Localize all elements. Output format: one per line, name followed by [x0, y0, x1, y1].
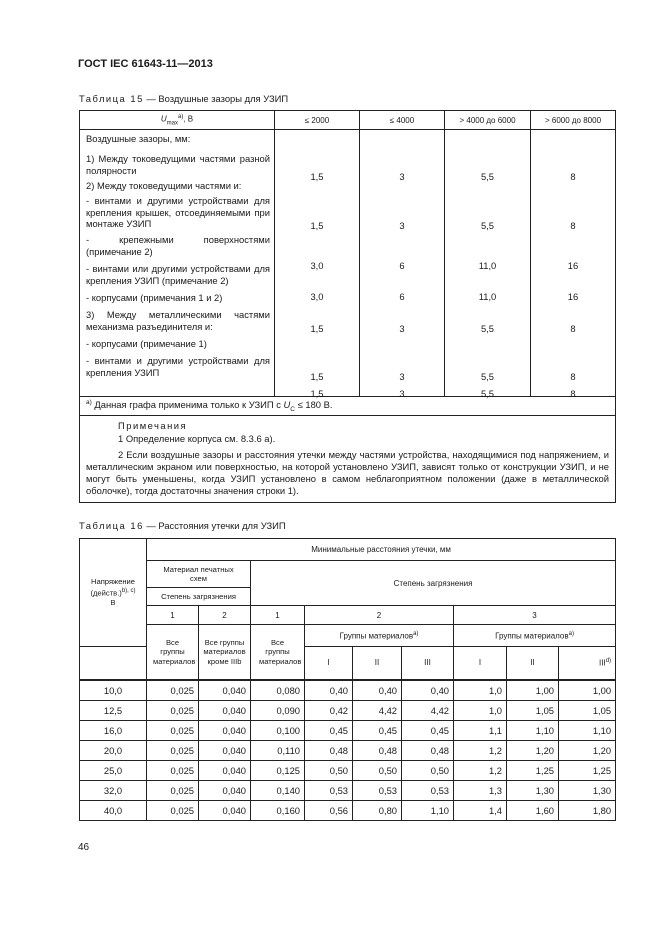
table16-degree: 2	[305, 606, 454, 625]
table15-header-col: > 4000 до 6000	[445, 111, 531, 130]
table15-row-label: - винтами или другими устройствами для крепления УЗИП (примечание 2)	[86, 263, 270, 286]
table16-value-cell: 0,025	[147, 720, 199, 740]
table15-row-label: 1) Между токоведущими частями разной полярности	[86, 153, 270, 176]
table15-cell: 5,5	[480, 220, 495, 231]
table16-caption	[79, 520, 286, 531]
table16-value-cell: 0,080	[251, 680, 305, 701]
table15-caption-label: Таблица 15	[79, 93, 144, 104]
table16-value-cell: 0,040	[199, 700, 251, 720]
table15-cell: 8	[570, 171, 576, 182]
note-2: 2 Если воздушные зазоры и расстояния утечки между частями устройства, находящимися под напряжением, и металлическим экраном или поверхностью, на которой установлено УЗИП, зависят только от конструкции УЗИП, и не могут быть уменьшены, когда УЗИП установлено в самом неблагоприятном положении (даже в металлической оболочке), тогда достаточны значения строки 1).	[86, 449, 609, 496]
table16-header-row-2	[80, 561, 616, 588]
table16-value-cell: 0,040	[199, 720, 251, 740]
table16-value-cell: 0,50	[353, 760, 402, 780]
table16-value-cell: 0,45	[353, 720, 402, 740]
table15-cell: 8	[570, 371, 576, 382]
table16-value-cell: 4,42	[353, 700, 402, 720]
table16-voltage-cell: 20,0	[80, 740, 147, 760]
table16-value-cell: 0,40	[305, 680, 353, 701]
table16-value-cell: 0,45	[402, 720, 454, 740]
table16-header-row-4	[80, 606, 616, 625]
table16-value-cell: 0,48	[353, 740, 402, 760]
table16-value-cell: 0,100	[251, 720, 305, 740]
table16	[79, 538, 616, 821]
table16-voltage-cell: 32,0	[80, 780, 147, 800]
table15-col-2000	[275, 130, 360, 397]
table16-value-cell: 1,3	[454, 780, 507, 800]
table15-cell: 3	[399, 371, 405, 382]
table16-value-cell: 1,2	[454, 740, 507, 760]
table16-all-groups-2: Все группы материалов	[251, 625, 305, 680]
table15-cell: 3	[399, 388, 405, 399]
table15-caption	[79, 93, 288, 104]
table15-cell: 3,0	[310, 260, 324, 271]
table16-voltage-cell: 40,0	[80, 800, 147, 820]
table16-roman: III$^{d)}$	[559, 647, 616, 680]
table15-cell: 3	[399, 171, 405, 182]
table16-degree: 3	[454, 606, 616, 625]
table15-header-row	[80, 111, 616, 130]
table16-value-cell: 0,48	[402, 740, 454, 760]
table16-value-cell: 1,00	[559, 680, 616, 701]
table16-value-cell: 1,30	[507, 780, 559, 800]
table16-value-cell: 1,4	[454, 800, 507, 820]
table15-cell: 8	[570, 220, 576, 231]
table-row	[80, 740, 616, 760]
table16-value-cell: 0,45	[305, 720, 353, 740]
table16-material-groups-3: Группы материалов$^{a)}$	[454, 625, 616, 647]
table16-value-cell: 0,160	[251, 800, 305, 820]
table16-value-cell: 0,025	[147, 700, 199, 720]
table16-value-cell: 0,040	[199, 800, 251, 820]
note-1: 1 Определение корпуса см. 8.3.6 а).	[118, 433, 276, 444]
table16-degree: 2	[199, 606, 251, 625]
table16-value-cell: 0,48	[305, 740, 353, 760]
table15-cell: 5,5	[480, 371, 495, 382]
table16-value-cell: 0,040	[199, 780, 251, 800]
table-row	[80, 680, 616, 701]
table16-value-cell: 0,140	[251, 780, 305, 800]
table16-value-cell: 1,0	[454, 680, 507, 701]
table16-min-distances-header: Минимальные расстояния утечки, мм	[147, 539, 616, 561]
table16-voltage-cell: 12,5	[80, 700, 147, 720]
table16-value-cell: 0,025	[147, 740, 199, 760]
table16-value-cell: 0,80	[353, 800, 402, 820]
table-row	[80, 760, 616, 780]
table16-value-cell: 0,53	[305, 780, 353, 800]
table16-value-cell: 1,1	[454, 720, 507, 740]
table16-value-cell: 1,10	[559, 720, 616, 740]
table15-cell: 1,5	[310, 323, 324, 334]
table16-value-cell: 1,25	[559, 760, 616, 780]
table-row	[80, 700, 616, 720]
table16-value-cell: 1,25	[507, 760, 559, 780]
table16-value-cell: 1,05	[507, 700, 559, 720]
table15-cell: 11,0	[478, 291, 497, 302]
table16-groups-except: Все группы материалов кроме IIIb	[199, 625, 251, 680]
table16-value-cell: 1,00	[507, 680, 559, 701]
table15-col-4000	[360, 130, 445, 397]
table15-cell: 1,5	[310, 388, 324, 399]
table16-value-cell: 0,110	[251, 740, 305, 760]
table15-row-label: - винтами и другими устройствами для крепления крышек, отсоединяемыми при монтаже УЗИП	[86, 195, 270, 229]
table15-caption-text: — Воздушные зазоры для УЗИП	[143, 93, 289, 104]
table15-header-col: ≤ 2000	[275, 111, 360, 130]
table16-value-cell: 0,40	[353, 680, 402, 701]
table-row	[80, 780, 616, 800]
table16-value-cell: 0,025	[147, 680, 199, 701]
table16-roman: I	[454, 647, 507, 680]
table16-degree: 1	[251, 606, 305, 625]
table16-voltage-cell: 16,0	[80, 720, 147, 740]
table16-value-cell: 1,20	[559, 740, 616, 760]
table15-row-label: - корпусами (примечания 1 и 2)	[86, 292, 223, 303]
table15-cell: 1,5	[310, 220, 324, 231]
table-row	[80, 720, 616, 740]
table-row	[80, 800, 616, 820]
table16-value-cell: 1,0	[454, 700, 507, 720]
table16-value-cell: 0,025	[147, 800, 199, 820]
table15-header-umax: $U_{max}^{a)}$, В	[80, 111, 275, 130]
table16-voltage-header: Напряжение (действ.)$^{b), c)}$ В	[80, 539, 147, 647]
table15-cell: 1,5	[310, 371, 324, 382]
table15-cell: 3	[399, 220, 405, 231]
table16-value-cell: 0,53	[402, 780, 454, 800]
table16-roman: II	[507, 647, 559, 680]
table15-cell: 3	[399, 323, 405, 334]
table15-cell: 5,5	[480, 171, 495, 182]
table16-pollution-header: Степень загрязнения	[251, 561, 616, 606]
table15-cell: 16	[567, 291, 579, 302]
table16-value-cell: 0,040	[199, 680, 251, 701]
table15-cell: 6	[399, 291, 405, 302]
table16-pcb-pollution-header: Степень загрязнения	[147, 588, 251, 606]
table16-pcb-header: Материал печатных схем	[147, 561, 251, 588]
table15-cell: 3,0	[310, 291, 324, 302]
table15-cell: 11,0	[478, 260, 497, 271]
table16-header-row-1	[80, 539, 616, 561]
table16-roman: I	[305, 647, 353, 680]
table16-degree: 1	[147, 606, 199, 625]
table15-cell: 6	[399, 260, 405, 271]
table16-value-cell: 0,50	[305, 760, 353, 780]
table15-labels-cell	[80, 130, 275, 397]
table16-voltage-cell: 25,0	[80, 760, 147, 780]
table16-value-cell: 0,090	[251, 700, 305, 720]
table15-col-8000	[531, 130, 616, 397]
table16-value-cell: 0,56	[305, 800, 353, 820]
table16-caption-text: — Расстояния утечки для УЗИП	[143, 520, 286, 531]
page-number: 46	[78, 842, 90, 853]
table15-header-col: ≤ 4000	[360, 111, 445, 130]
table16-value-cell: 0,53	[353, 780, 402, 800]
table15-row-label: 2) Между токоведущими частями и:	[86, 180, 242, 191]
table16-value-cell: 1,20	[507, 740, 559, 760]
table16-roman: II	[353, 647, 402, 680]
table16-value-cell: 1,2	[454, 760, 507, 780]
table16-value-cell: 1,10	[402, 800, 454, 820]
table16-value-cell: 4,42	[402, 700, 454, 720]
table15-notes	[80, 416, 616, 503]
table16-value-cell: 0,040	[199, 740, 251, 760]
table16-roman: III	[402, 647, 454, 680]
table15-cell: 5,5	[480, 388, 495, 399]
document-title: ГОСТ IEC 61643-11—2013	[78, 58, 213, 70]
table16-value-cell: 1,80	[559, 800, 616, 820]
table16-all-groups: Все группы материалов	[147, 625, 199, 680]
table15-cell: 8	[570, 388, 576, 399]
table15-header-col: > 6000 до 8000	[531, 111, 616, 130]
table16-header-row-5	[80, 625, 616, 647]
table15-footnote: $^{a)}$ Данная графа применима только к УЗИП с $U_C \le 180$ В.	[80, 397, 616, 416]
table16-value-cell: 1,10	[507, 720, 559, 740]
table16-value-cell: 0,42	[305, 700, 353, 720]
table15-col-6000	[445, 130, 531, 397]
notes-title: Примечания	[118, 420, 188, 431]
table15-cell: 5,5	[480, 323, 495, 334]
table15-notes-row	[80, 416, 616, 503]
table16-value-cell: 0,125	[251, 760, 305, 780]
table16-value-cell: 0,40	[402, 680, 454, 701]
table15-row-label: - корпусами (примечание 1)	[86, 338, 207, 349]
table16-voltage-spacer	[80, 647, 147, 680]
table16-value-cell: 0,025	[147, 780, 199, 800]
table15-footnote-row	[80, 397, 616, 416]
table15-row-label: - крепежными поверхностями (примечание 2)	[86, 234, 270, 257]
table16-value-cell: 0,040	[199, 760, 251, 780]
table16-caption-label: Таблица 16	[79, 520, 144, 531]
table15	[79, 110, 616, 503]
table15-cell: 8	[570, 323, 576, 334]
table16-value-cell: 1,60	[507, 800, 559, 820]
table16-body	[80, 680, 616, 821]
table15-cell: 1,5	[310, 171, 324, 182]
table15-body	[80, 130, 616, 397]
table16-voltage-cell: 10,0	[80, 680, 147, 701]
table16-value-cell: 0,025	[147, 760, 199, 780]
table15-row-label: - винтами и другими устройствами для крепления УЗИП	[86, 355, 270, 378]
table16-material-groups-2: Группы материалов$^{a)}$	[305, 625, 454, 647]
table15-row-label: 3) Между металлическими частями механизма разъединителя и:	[86, 309, 270, 332]
table16-value-cell: 0,50	[402, 760, 454, 780]
table15-cell: 16	[567, 260, 579, 271]
table15-section-title: Воздушные зазоры, мм:	[86, 133, 191, 144]
table16-value-cell: 1,30	[559, 780, 616, 800]
table16-value-cell: 1,05	[559, 700, 616, 720]
